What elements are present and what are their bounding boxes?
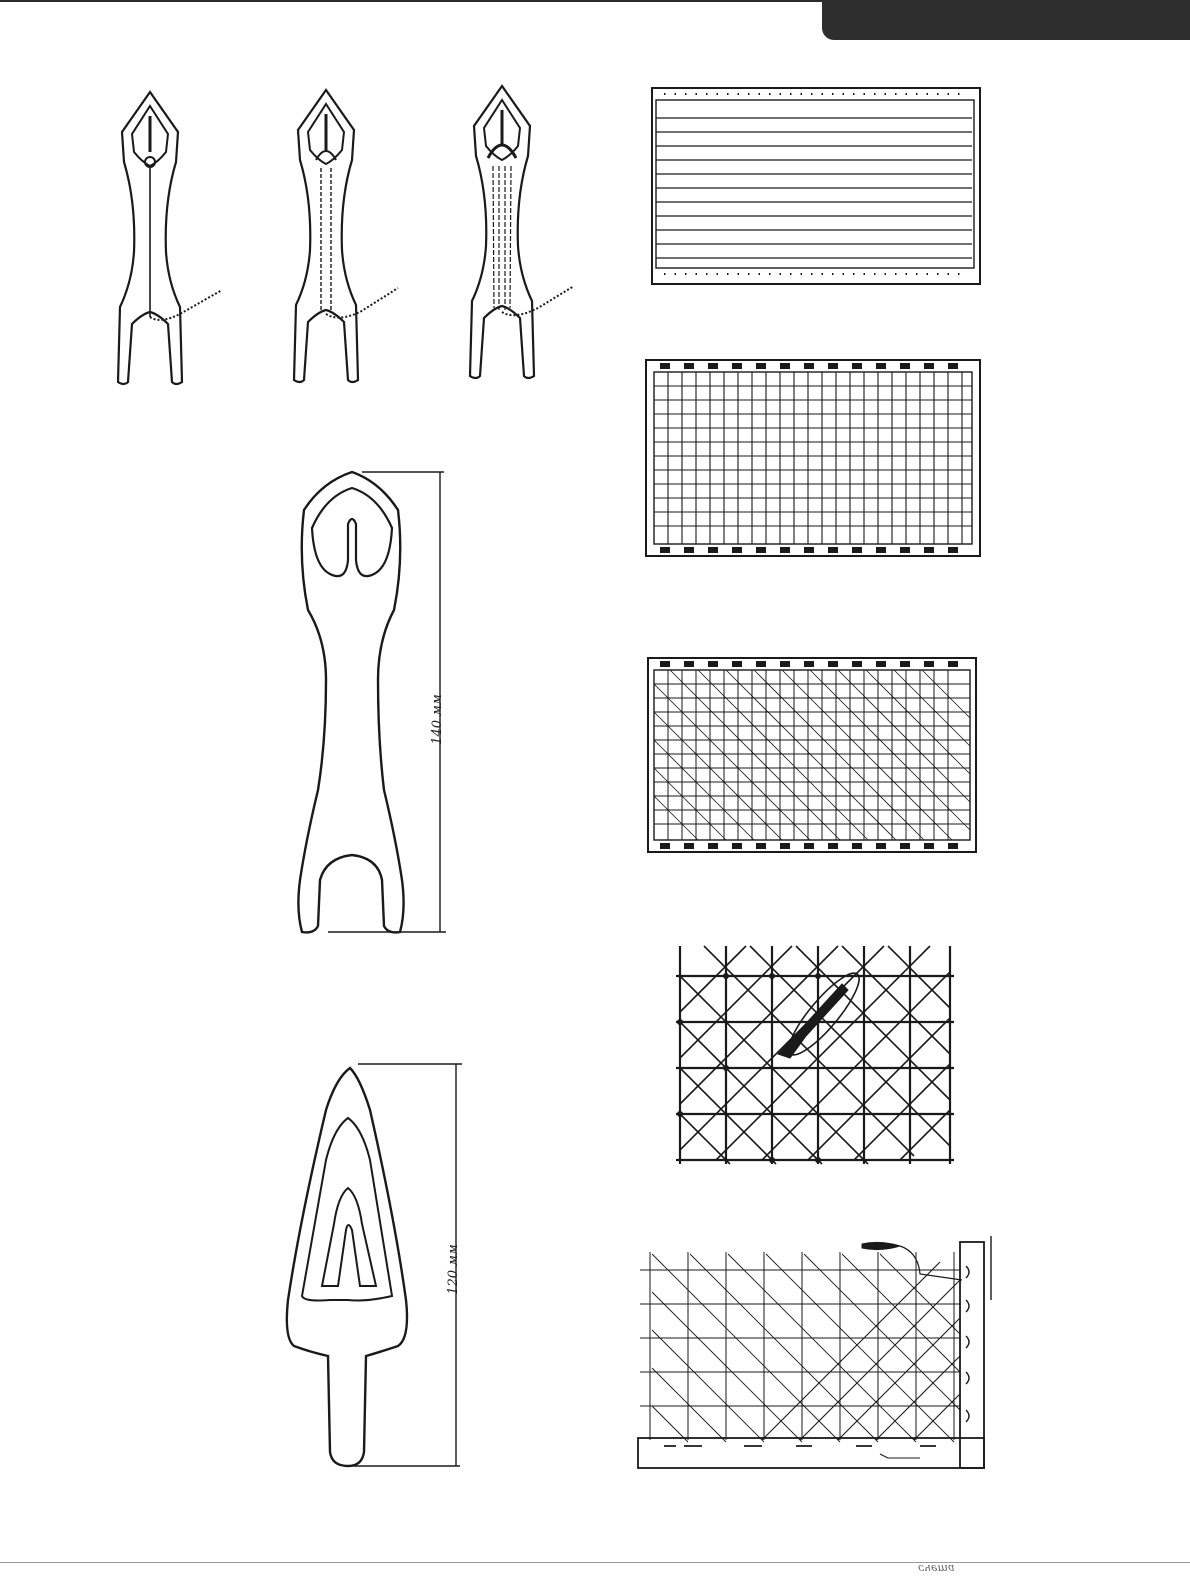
- shuttle-large: [298, 472, 403, 932]
- dimension-140: [328, 472, 446, 932]
- net-panel: [638, 1236, 991, 1468]
- footer-mark: счета: [918, 1562, 955, 1575]
- shuttle-empty: [118, 92, 222, 384]
- frame-grid: [646, 360, 980, 556]
- frame-diagonal-grid: [648, 658, 976, 852]
- shuttle-full-wound: [470, 86, 574, 378]
- mesh-gauge: [287, 1068, 407, 1466]
- dimension-label-120: 120 мм: [445, 1244, 461, 1295]
- knot-detail: [676, 946, 954, 1164]
- frame-warp: [652, 88, 980, 284]
- shuttle-half-wound: [294, 90, 398, 382]
- dimension-label-140: 140 мм: [429, 694, 445, 745]
- bottom-rule: [0, 1562, 1190, 1563]
